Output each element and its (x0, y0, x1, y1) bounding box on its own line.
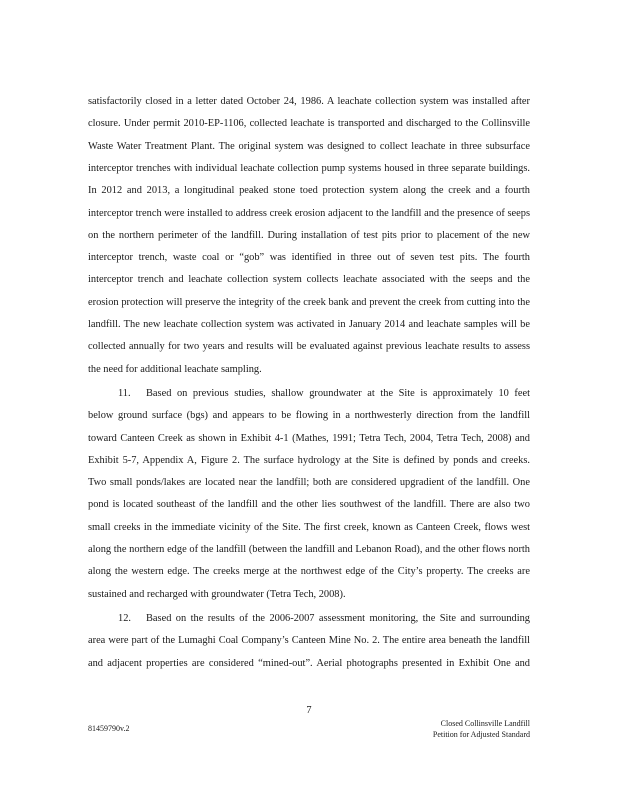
text-line: along the northern edge of the landfill (between the landfill and Lebanon Road), and the other flows north (88, 544, 530, 555)
text-line: landfill. The new leachate collection system was activated in January 2014 and leachate samples will be (88, 319, 530, 330)
text-line: small creeks in the immediate vicinity of the Site. The first creek, known as Canteen Creek, flows west (88, 521, 530, 533)
text-line: and adjacent properties are considered “mined-out”. Aerial photographs presented in Exhibit One and (88, 657, 530, 669)
text-line: interceptor trench, waste coal or “gob” was identified in three out of seven test pits. The fourth (88, 252, 530, 264)
footer-title-line1: Closed Collinsville Landfill (440, 719, 530, 728)
text-line: pond is located southeast of the landfill and the other lies southwest of the landfill. There are also two (88, 499, 530, 511)
text-line: closure. Under permit 2010-EP-1106, collected leachate is transported and discharged to the Collinsville (88, 118, 530, 130)
text-line: the need for additional leachate sampling. (88, 363, 262, 375)
text-line: below ground surface (bgs) and appears to be flowing in a northwesterly direction from the landfill (88, 410, 530, 422)
text-line: satisfactorily closed in a letter dated October 24, 1986. A leachate collection system was installed after (88, 96, 530, 107)
text-line: Based on the results of the 2006-2007 assessment monitoring, the Site and surrounding (146, 612, 530, 624)
paragraph-number: 12. (118, 612, 131, 624)
text-line: interceptor trench and leachate collection system collects leachate associated with the seeps and the (88, 274, 530, 286)
text-line: erosion protection will preserve the integrity of the creek bank and prevent the creek from cutting into the (88, 296, 530, 308)
text-line: In 2012 and 2013, a longitudinal peaked stone toed protection system along the creek and a fourth (88, 185, 530, 197)
paragraph-number: 11. (118, 387, 131, 399)
footer-title (433, 718, 530, 740)
text-line: Two small ponds/lakes are located near the landfill; both are considered upgradient of the landfill. One (88, 477, 530, 489)
text-line: collected annually for two years and results will be evaluated against previous leachate results to assess (88, 341, 530, 353)
text-line: interceptor trenches with individual leachate collection pump systems housed in three separate buildings. (88, 162, 530, 174)
page-number: 7 (306, 705, 312, 716)
text-line: sustained and recharged with groundwater (Tetra Tech, 2008). (88, 588, 346, 600)
text-line: along the western edge. The creeks merge at the northwest edge of the City’s property. The creeks are (88, 566, 530, 578)
footer-doc-id: 81459790v.2 (88, 724, 130, 733)
text-line: Based on previous studies, shallow groundwater at the Site is approximately 10 feet (146, 387, 530, 399)
text-line: area were part of the Lumaghi Coal Company’s Canteen Mine No. 2. The entire area beneath the landfill (88, 635, 530, 647)
text-line: on the northern perimeter of the landfill. During installation of test pits prior to placement of the new (88, 229, 530, 241)
text-line: interceptor trench were installed to address creek erosion adjacent to the landfill and the presence of seeps (88, 207, 530, 219)
text-line: Waste Water Treatment Plant. The original system was designed to collect leachate in three subsurface (88, 140, 530, 152)
footer-title-line2: Petition for Adjusted Standard (432, 730, 530, 739)
text-line: Exhibit 5-7, Appendix A, Figure 2. The surface hydrology at the Site is defined by ponds and creeks. (88, 454, 530, 466)
text-line: toward Canteen Creek as shown in Exhibit 4-1 (Mathes, 1991; Tetra Tech, 2004, Tetra Tech, 2008) and (88, 432, 530, 444)
